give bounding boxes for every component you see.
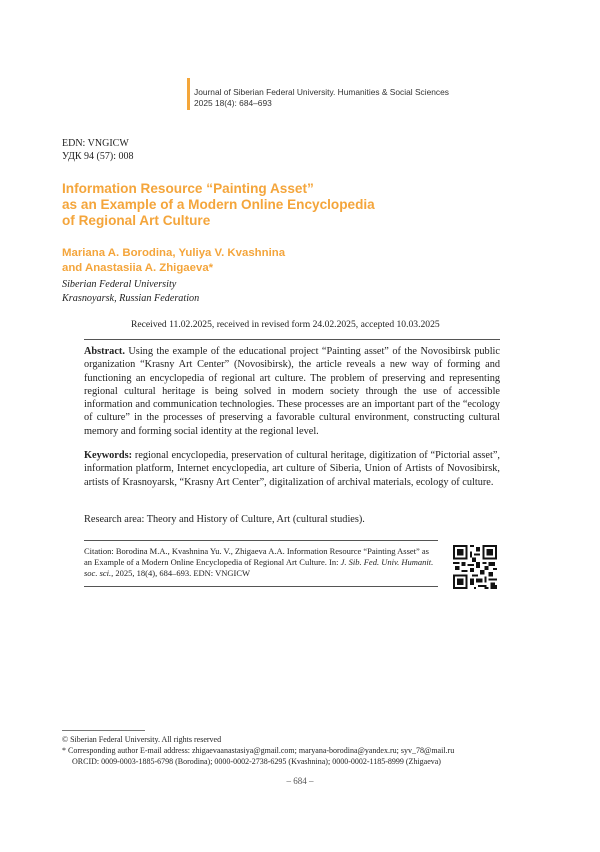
abstract-top-rule (84, 339, 500, 340)
keywords-label: Keywords: (84, 450, 133, 461)
journal-issue: 2025 18(4): 684–693 (194, 98, 272, 108)
citation-journal: J. Sib. Fed. Univ. Humanit. soc. sci. (84, 557, 434, 579)
udk-code: УДК 94 (57): 008 (62, 151, 134, 162)
footnotes (62, 734, 522, 767)
keywords (84, 449, 500, 489)
footnote-rule (62, 730, 145, 731)
research-area: Research area: Theory and History of Culture, Art (cultural studies). (84, 514, 365, 525)
citation-bottom-rule (84, 586, 438, 587)
keywords-text: regional encyclopedia, preservation of cultural heritage, digitization of “Pictorial asset”, information platform, Internet encyclopedia, art culture of Siberia, Union of Artists of Novosibirsk, artists of Krasnoyarsk, “Krasny Art Center”, digitalization of archival materials, ecology of culture. (84, 450, 500, 488)
citation-text: Citation: Borodina M.A., Kvashnina Yu. V., Zhigaeva A.A. Information Resource “Painting Asset” as an Example of a Modern Online Encyclopedia of Regional Art Culture. In: (84, 546, 429, 568)
abstract (84, 345, 500, 438)
citation-tail: , 2025, 18(4), 684–693. EDN: VNGICW (111, 568, 251, 579)
abstract-text: Using the example of the educational project “Painting asset” of the Novosibirsk public organization “Krasny Art Center” (Novosibirsk), the article reveals a new way of forming and functioning an encyclopedia of regional art culture. The problem of preserving and representing regional cultural heritage is being solved in modern society through the use of accessible information and communication technologies. These processes are an important part of the “ecology of culture” in the processes of preserving a favorable cultural environment, constructing cultural memory and forming social identity at the regional level. (84, 346, 500, 437)
edn-code: EDN: VNGICW (62, 138, 129, 149)
authors-line-1: Mariana A. Borodina, Yuliya V. Kvashnina (62, 247, 286, 259)
article-title (62, 181, 482, 229)
abstract-label: Abstract. (84, 346, 125, 357)
author-list (62, 246, 482, 276)
qr-code-icon (453, 545, 497, 589)
journal-header (194, 87, 449, 109)
title-line-3: of Regional Art Culture (62, 213, 211, 228)
title-line-1: Information Resource “Painting Asset” (62, 181, 314, 196)
affiliation-location: Krasnoyarsk, Russian Federation (62, 292, 200, 304)
journal-name: Journal of Siberian Federal University. Humanities & Social Sciences (194, 87, 449, 97)
orcid-note: ORCID: 0009-0003-1885-6798 (Borodina); 0000-0002-2738-6295 (Kvashnina); 0000-0002-1185-8999 (Zhigaeva) (72, 757, 441, 766)
authors-line-2: and Anastasiia A. Zhigaeva* (62, 262, 214, 274)
affiliation (62, 278, 199, 305)
citation (84, 546, 438, 580)
corresponding-author-note: * Corresponding author E-mail address: zhigaevaanastasiya@gmail.com; maryana-borodina@yandex.ru; syv_78@mail.ru (62, 746, 455, 755)
journal-accent-bar (187, 78, 190, 110)
citation-top-rule (84, 540, 438, 541)
title-line-2: as an Example of a Modern Online Encyclopedia (62, 197, 375, 212)
affiliation-university: Siberian Federal University (62, 279, 177, 290)
article-identifiers (62, 137, 134, 163)
page-number: – 684 – (286, 776, 314, 786)
copyright-note: © Siberian Federal University. All rights reserved (62, 735, 222, 744)
received-dates: Received 11.02.2025, received in revised form 24.02.2025, accepted 10.03.2025 (131, 319, 440, 330)
